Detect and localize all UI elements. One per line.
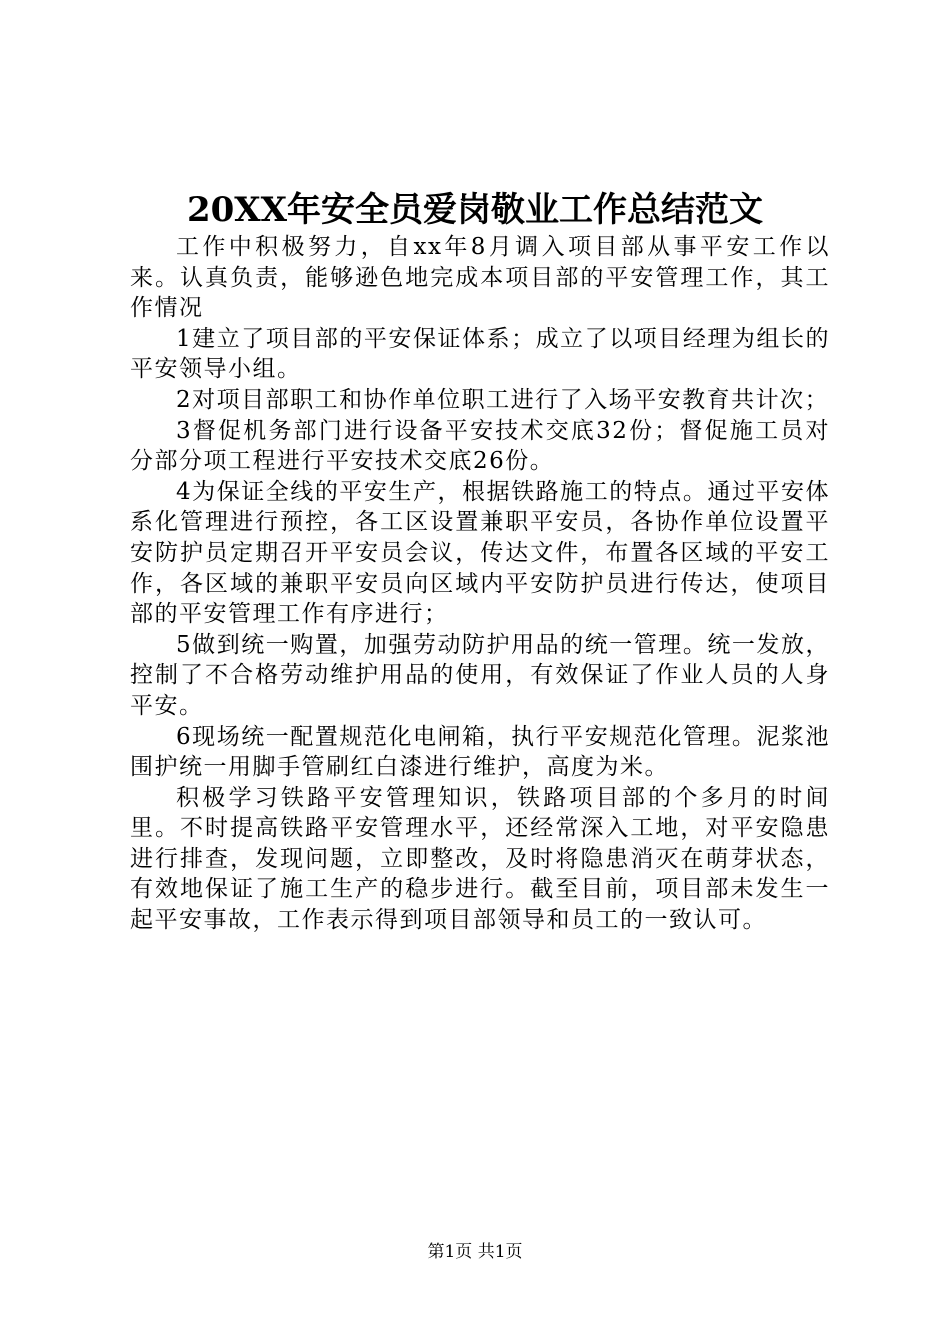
paragraph-item-5: 5做到统一购置，加强劳动防护用品的统一管理。统一发放，控制了不合格劳动维护用品的使用，有效保证了作业人员的人身平安。 xyxy=(130,631,830,719)
document-body xyxy=(130,232,830,936)
paragraph-intro: 工作中积极努力，自xx年8月调入项目部从事平安工作以来。认真负责，能够逊色地完成本项目部的平安管理工作，其工作情况 xyxy=(130,234,830,322)
document-title: 20XX年安全员爱岗敬业工作总结范文 xyxy=(186,190,764,230)
paragraph-item-6: 6现场统一配置规范化电闸箱，执行平安规范化管理。泥浆池围护统一用脚手管刷红白漆进行维护，高度为米。 xyxy=(130,723,830,781)
paragraph-item-3: 3督促机务部门进行设备平安技术交底32份；督促施工员对分部分项工程进行平安技术交底26份。 xyxy=(130,417,830,475)
paragraph-conclusion: 积极学习铁路平安管理知识，铁路项目部的个多月的时间里。不时提高铁路平安管理水平，还经常深入工地，对平安隐患进行排查，发现问题，立即整改，及时将隐患消灭在萌芽状态，有效地保证了施工生产的稳步进行。截至目前，项目部未发生一起平安事故，工作表示得到项目部领导和员工的一致认可。 xyxy=(130,784,830,934)
page-footer: 第1页 共1页 xyxy=(427,1242,523,1262)
paragraph-item-1: 1建立了项目部的平安保证体系；成立了以项目经理为组长的平安领导小组。 xyxy=(130,325,830,383)
paragraph-item-4: 4为保证全线的平安生产，根据铁路施工的特点。通过平安体系化管理进行预控，各工区设置兼职平安员，各协作单位设置平安防护员定期召开平安员会议，传达文件，布置各区域的平安工作，各区域的兼职平安员向区域内平安防护员进行传达，使项目部的平安管理工作有序进行； xyxy=(130,478,830,628)
paragraph-item-2: 2对项目部职工和协作单位职工进行了入场平安教育共计次； xyxy=(176,386,830,413)
